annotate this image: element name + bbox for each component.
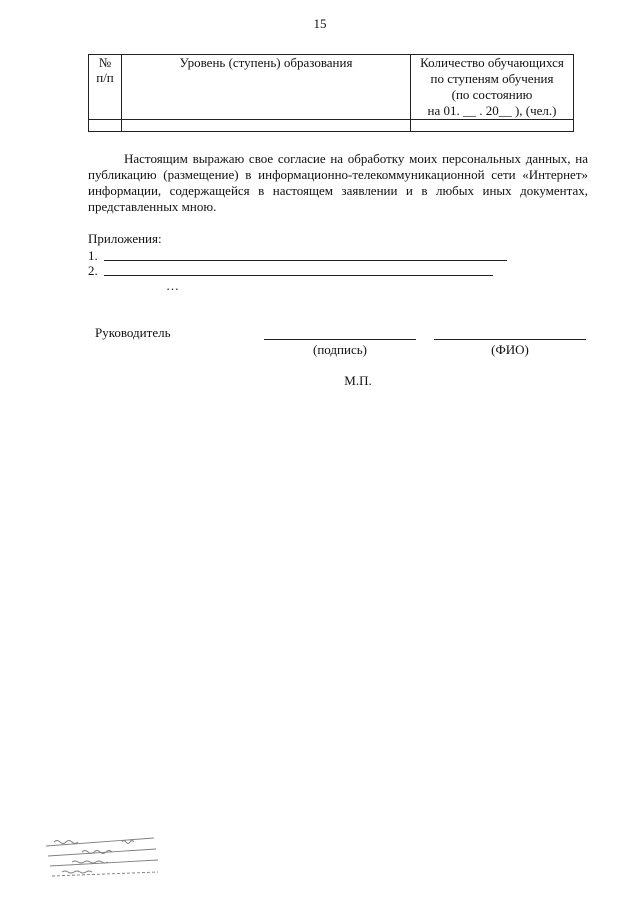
signature-label: (подпись) — [313, 342, 367, 357]
attachment-item-1 — [88, 248, 98, 264]
consent-text: Настоящим выражаю свое согласие на обработку моих персональных данных, на публикацию (размещение) в информационно-телекоммуникационной сети «Интернет» информации, содержащейся в настоящем заявлении и в любых иных документах, представленных мною. — [88, 151, 588, 214]
header-count-line-2: по ступеням обучения — [430, 71, 554, 86]
header-level-cell: Уровень (ступень) образования — [122, 55, 411, 120]
consent-paragraph — [88, 151, 588, 215]
header-count-line-4: на 01. __ . 20__ ), (чел.) — [427, 103, 557, 118]
attachment-item-1-number: 1. — [88, 248, 98, 263]
signatory-role: Руководитель — [95, 325, 171, 340]
name-label: (ФИО) — [491, 342, 529, 357]
attachment-item-2-number: 2. — [88, 263, 98, 278]
header-number-line-1: № — [98, 55, 112, 70]
header-count-line-3: (по состоянию — [451, 87, 533, 102]
attachment-item-2-rule — [104, 275, 493, 276]
attachment-item-1-rule — [104, 260, 507, 261]
attachments-title: Приложения: — [88, 231, 162, 246]
header-count-cell — [411, 55, 574, 120]
header-number-cell — [89, 55, 122, 120]
header-number-line-2: п/п — [96, 70, 114, 85]
name-line — [434, 339, 586, 340]
table-header-row — [89, 55, 574, 120]
table-cell-number — [89, 120, 122, 132]
seal-label: М.П. — [344, 373, 372, 388]
education-table — [88, 54, 574, 132]
table-cell-level — [122, 120, 411, 132]
attachment-item-2 — [88, 263, 98, 279]
attachments-ellipsis: … — [166, 278, 180, 293]
table-row — [89, 120, 574, 132]
table-cell-count — [411, 120, 574, 132]
page-number: 15 — [313, 16, 327, 31]
header-count-line-1: Количество обучающихся — [420, 55, 564, 70]
registration-stamp-image — [42, 832, 160, 888]
signature-line — [264, 339, 416, 340]
